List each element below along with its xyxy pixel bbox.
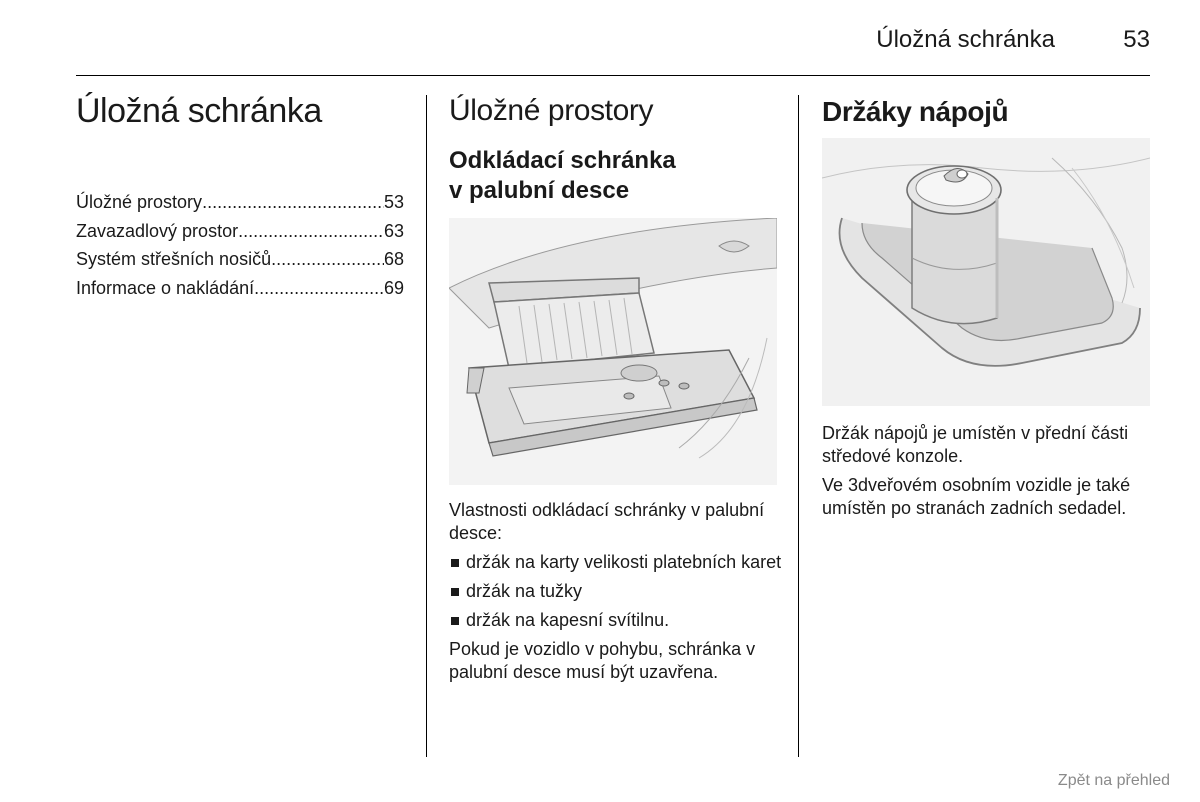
toc-leader-dots	[202, 188, 384, 217]
back-to-overview-link[interactable]: Zpět na přehled	[1057, 772, 1170, 789]
chapter-title: Úložná schránka	[76, 92, 322, 130]
section-title-storage: Úložné prostory	[449, 94, 654, 127]
subsection-title-glovebox	[449, 146, 676, 206]
cupholder-paragraph: Držák nápojů je umístěn v přední části středové konzole.	[822, 423, 1129, 466]
cupholder-drawing	[822, 138, 1150, 406]
subsection-title-line: Odkládací schránka	[449, 147, 676, 174]
toc-leader-dots	[238, 217, 384, 246]
glovebox-feature-list	[449, 551, 784, 632]
column-divider-2	[798, 95, 799, 757]
glovebox-illustration	[449, 218, 777, 485]
toc-entry-label: Úložné prostory	[76, 192, 203, 212]
toc-leader-dots	[254, 274, 384, 303]
feature-item: držák na tužky	[449, 580, 784, 603]
feature-item: držák na kapesní svítilnu.	[449, 609, 784, 632]
toc-entry-page: 69	[383, 277, 404, 298]
cupholder-paragraph: Ve 3dveřovém osobním vozidle je také umístěn po stranách zadních sedadel.	[822, 475, 1131, 518]
cupholder-illustration	[822, 138, 1150, 406]
toc-entry-label: Systém střešních nosičů	[76, 249, 272, 269]
glovebox-intro: Vlastnosti odkládací schránky v palubní desce:	[449, 500, 765, 543]
toc-entry-page: 68	[383, 249, 404, 269]
toc-leader-dots	[271, 245, 384, 274]
subsection-title-line: v palubní desce	[449, 177, 630, 204]
header-divider	[76, 75, 1150, 76]
glovebox-description	[449, 499, 784, 690]
page-header	[0, 0, 1200, 76]
toc-entry-label: Informace o nakládání	[76, 277, 255, 298]
cupholder-description	[822, 422, 1152, 526]
feature-item: držák na karty velikosti platebních karet	[449, 551, 784, 574]
running-header-title: Úložná schránka	[876, 26, 1055, 53]
glovebox-note: Pokud je vozidlo v pohybu, schránka v palubní desce musí být uzavřena.	[449, 639, 756, 682]
section-title-cupholders: Držáky nápojů	[822, 96, 1009, 127]
toc-entry[interactable]	[76, 188, 404, 217]
toc-entry-label: Zavazadlový prostor	[76, 220, 239, 241]
page-number: 53	[1123, 26, 1150, 53]
toc-entry-page: 53	[383, 192, 404, 212]
glovebox-drawing	[449, 218, 777, 485]
toc-entry[interactable]	[76, 245, 404, 274]
toc-entry-page: 63	[383, 220, 404, 241]
toc-entry[interactable]	[76, 217, 404, 246]
column-divider-1	[426, 95, 427, 757]
toc-entry[interactable]	[76, 274, 404, 303]
table-of-contents	[76, 188, 404, 302]
